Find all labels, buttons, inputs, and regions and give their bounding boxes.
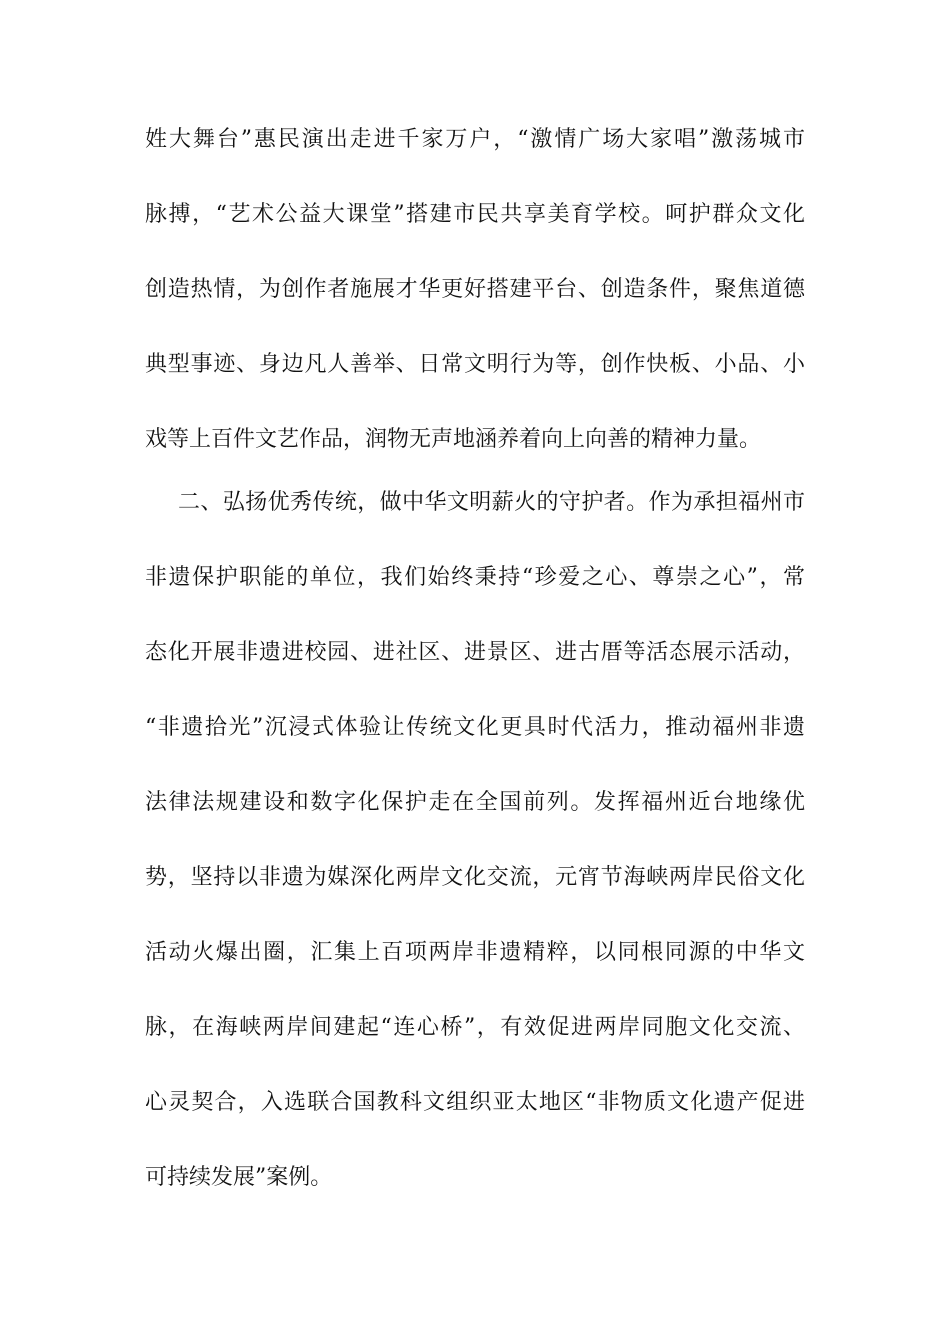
text-line: 二、弘扬优秀传统，做中华文明薪火的守护者。作为承担福州市 <box>178 490 805 515</box>
text-line: 典型事迹、身边凡人善举、日常文明行为等，创作快板、小品、小 <box>145 352 805 377</box>
text-line: 姓大舞台”惠民演出走进千家万户，“激情广场大家唱”激荡城市 <box>145 127 805 152</box>
text-line: 戏等上百件文艺作品，润物无声地涵养着向上向善的精神力量。 <box>145 427 762 452</box>
text-line: 脉搏，“艺术公益大课堂”搭建市民共享美育学校。呵护群众文化 <box>145 202 805 227</box>
text-line: 非遗保护职能的单位，我们始终秉持“珍爱之心、尊崇之心”，常 <box>145 565 805 590</box>
paragraph-2 <box>145 465 805 1215</box>
text-line: 脉，在海峡两岸间建起“连心桥”，有效促进两岸同胞文化交流、 <box>145 1015 805 1040</box>
text-line: 势，坚持以非遗为媒深化两岸文化交流，元宵节海峡两岸民俗文化 <box>145 865 805 890</box>
text-line: 可持续发展”案例。 <box>145 1165 333 1190</box>
text-line: 态化开展非遗进校园、进社区、进景区、进古厝等活态展示活动， <box>145 640 805 665</box>
document-page <box>145 102 805 1215</box>
text-line: 法律法规建设和数字化保护走在全国前列。发挥福州近台地缘优 <box>145 790 805 815</box>
paragraph-1 <box>145 102 805 477</box>
text-line: “非遗拾光”沉浸式体验让传统文化更具时代活力，推动福州非遗 <box>145 715 805 740</box>
text-line: 创造热情，为创作者施展才华更好搭建平台、创造条件，聚焦道德 <box>145 277 805 302</box>
text-line: 心灵契合，入选联合国教科文组织亚太地区“非物质文化遗产促进 <box>145 1090 805 1115</box>
text-line: 活动火爆出圈，汇集上百项两岸非遗精粹，以同根同源的中华文 <box>145 940 805 965</box>
